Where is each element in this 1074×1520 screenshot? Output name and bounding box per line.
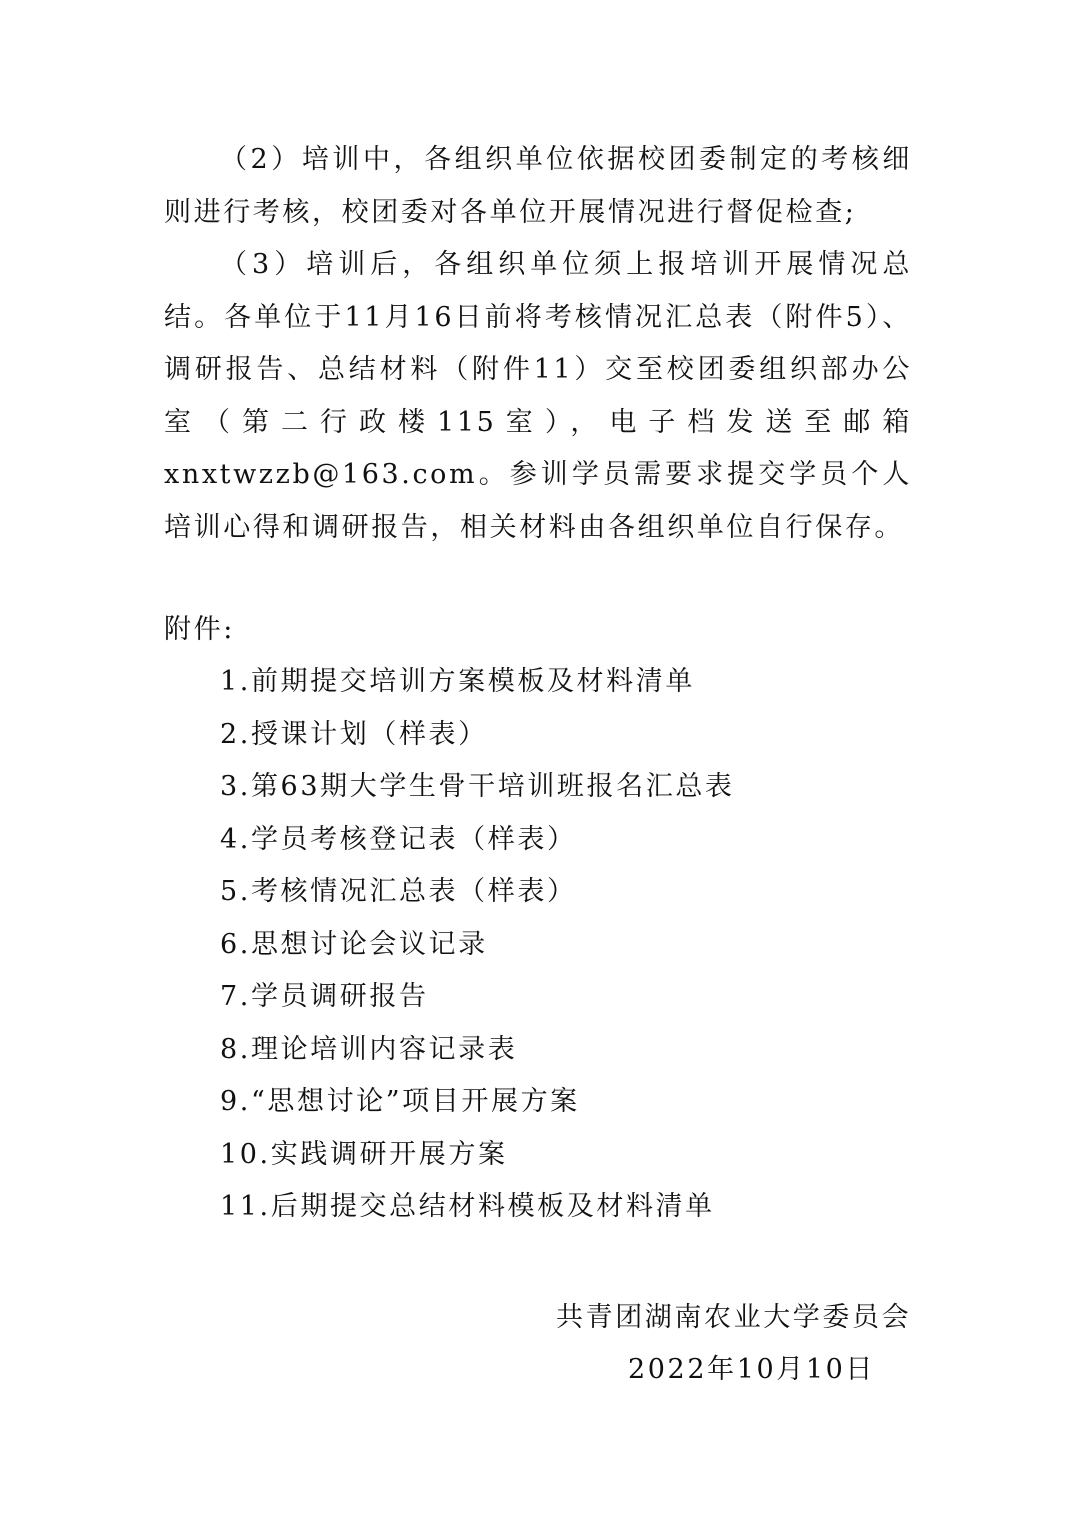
signature-organization: 共青团湖南农业大学委员会 xyxy=(556,1302,912,1333)
attachment-item-11: 11.后期提交总结材料模板及材料清单 xyxy=(220,1191,715,1222)
attachment-item-5: 5.考核情况汇总表（样表） xyxy=(220,876,577,907)
attachment-item-2: 2.授课计划（样表） xyxy=(220,718,488,750)
attachments-list xyxy=(220,656,735,1234)
signature-date: 2022年10月10日 xyxy=(628,1354,876,1385)
attachment-item-3: 3.第63期大学生骨干培训班报名汇总表 xyxy=(220,771,735,802)
paragraph-training-after: （3）培训后，各组织单位须上报培训开展情况总结。各单位于11月16日前将考核情况汇总表（附件5）、调研报告、总结材料（附件11）交至校团委组织部办公室（第二行政楼115室），电子档发送至邮箱xnxtwzzb@163.com。参训学员需要求提交学员个人培训心得和调研报告，相关材料由各组织单位自行保存。 xyxy=(164,249,912,543)
attachment-item-6: 6.思想讨论会议记录 xyxy=(220,928,488,960)
attachment-item-7: 7.学员调研报告 xyxy=(220,981,429,1012)
attachment-item-4: 4.学员考核登记表（样表） xyxy=(220,823,577,855)
attachment-item-8: 8.理论培训内容记录表 xyxy=(220,1033,518,1065)
attachments-heading: 附件: xyxy=(164,614,235,645)
attachment-item-10: 10.实践调研开展方案 xyxy=(220,1138,508,1170)
attachment-item-9: 9.“思想讨论”项目开展方案 xyxy=(220,1086,580,1117)
paragraph-training-during: （2）培训中，各组织单位依据校团委制定的考核细则进行考核，校团委对各单位开展情况进行督促检查; xyxy=(164,144,912,228)
body-text xyxy=(164,134,912,554)
attachment-item-1: 1.前期提交培训方案模板及材料清单 xyxy=(220,666,695,697)
